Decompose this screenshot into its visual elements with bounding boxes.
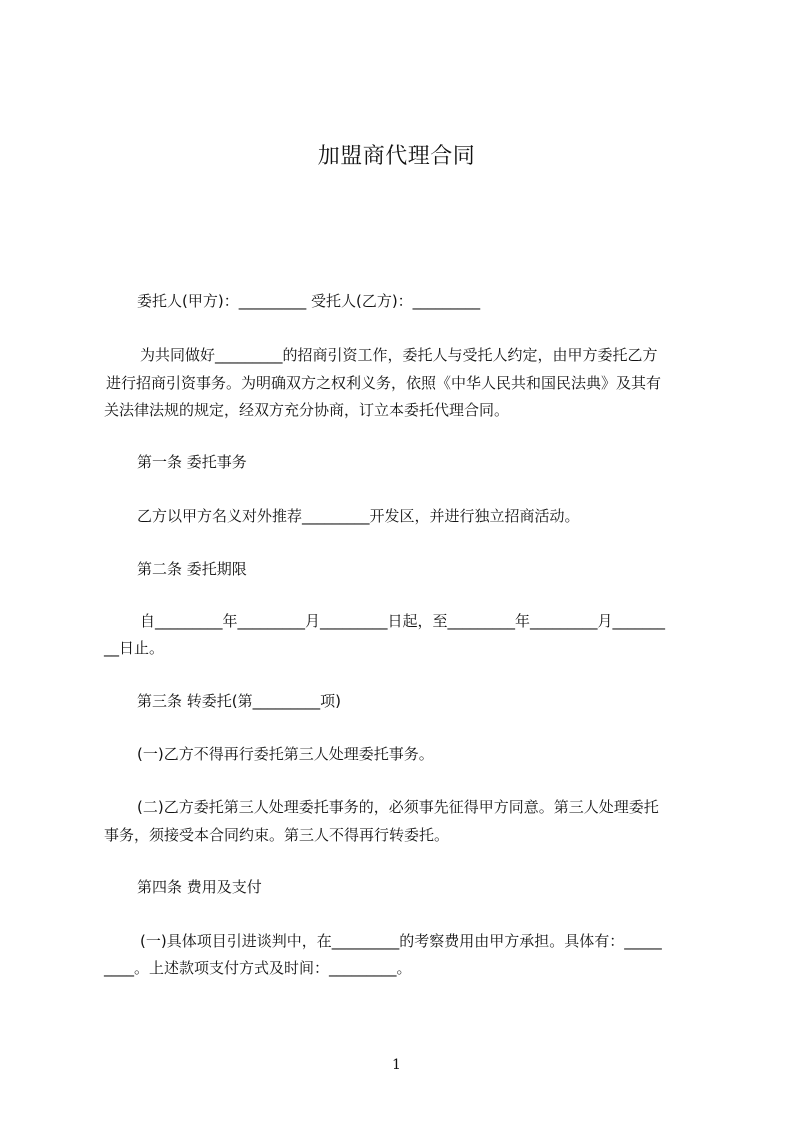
preamble-line-2: 进行招商引资事务。为明确双方之权利义务，依照《中华人民共和国民法典》及其有 xyxy=(106,374,662,392)
article4-heading: 第四条 费用及支付 xyxy=(137,878,262,896)
article1-heading: 第一条 委托事务 xyxy=(137,453,247,471)
article3-heading: 第三条 转委托(第_________项) xyxy=(137,692,341,710)
preamble-line-3: 关法律法规的规定，经双方充分协商，订立本委托代理合同。 xyxy=(104,401,510,419)
article3-item1: (一)乙方不得再行委托第三人处理委托事务。 xyxy=(137,745,434,763)
article4-item1-line-1: (一)具体项目引进谈判中，在_________的考察费用由甲方承担。具体有：_____ xyxy=(140,932,662,950)
preamble-line-1: 为共同做好_________的招商引资工作，委托人与受托人约定，由甲方委托乙方 xyxy=(140,346,658,364)
article2-heading: 第二条 委托期限 xyxy=(137,560,247,578)
document-title: 加盟商代理合同 xyxy=(317,144,476,169)
article1-body: 乙方以甲方名义对外推荐_________开发区，并进行独立招商活动。 xyxy=(137,507,580,525)
article4-item1-line-2: ____。上述款项支付方式及时间：_________。 xyxy=(104,959,412,977)
article2-body-line-2: __日止。 xyxy=(104,639,165,657)
article3-item2-line-1: (二)乙方委托第三人处理委托事务的，必须事先征得甲方同意。第三人处理委托 xyxy=(137,798,659,816)
parties-line: 委托人(甲方)：_________ 受托人(乙方)：_________ xyxy=(137,292,481,310)
article2-body-line-1: 自_________年_________月_________日起，至_________年_________月_______ xyxy=(140,612,666,630)
article3-item2-line-2: 事务，须接受本合同约束。第三人不得再行转委托。 xyxy=(104,826,450,844)
page-number: 1 xyxy=(392,1057,401,1073)
